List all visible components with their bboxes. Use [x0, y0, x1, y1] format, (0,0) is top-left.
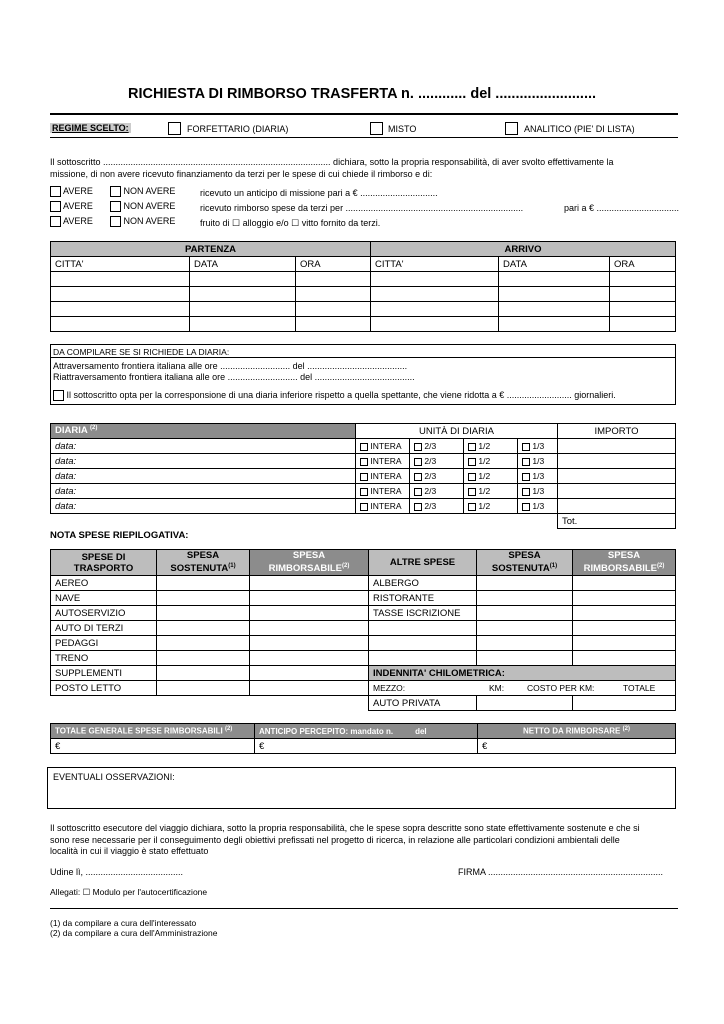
- importo-cell[interactable]: [558, 454, 676, 469]
- cell[interactable]: [250, 591, 369, 606]
- cell[interactable]: [51, 302, 190, 317]
- spesa-label: TASSE ISCRIZIONE: [369, 606, 477, 621]
- cell[interactable]: [573, 621, 676, 636]
- checkbox-forfettario[interactable]: [168, 122, 181, 135]
- fraction-label: 1/3: [532, 471, 545, 481]
- netto-label: NETTO DA RIMBORSARE: [523, 726, 621, 736]
- cell[interactable]: [477, 651, 573, 666]
- opt-analitico: ANALITICO (PIE' DI LISTA): [524, 124, 635, 134]
- non-avere-label: NON AVERE: [123, 201, 176, 211]
- cell[interactable]: [51, 317, 190, 332]
- diaria-row: [51, 454, 676, 469]
- osservazioni-box[interactable]: [47, 767, 676, 809]
- cell[interactable]: [371, 302, 499, 317]
- totale-generale-label: TOTALE GENERALE SPESE RIMBORSABILI: [55, 726, 223, 736]
- cell[interactable]: [477, 621, 573, 636]
- cell[interactable]: [610, 272, 676, 287]
- cell[interactable]: [157, 576, 250, 591]
- anticipo-label: ANTICIPO PERCEPITO: mandato n.: [259, 726, 394, 736]
- cell[interactable]: [296, 302, 371, 317]
- firma-line[interactable]: FIRMA ......................................................................: [458, 867, 664, 877]
- cell[interactable]: [250, 666, 369, 681]
- importo-cell[interactable]: [558, 439, 676, 454]
- importo-header: IMPORTO: [558, 424, 676, 439]
- non-avere-label: NON AVERE: [123, 216, 176, 226]
- data-label: data:: [51, 469, 356, 484]
- spesa-label: AUTOSERVIZIO: [51, 606, 157, 621]
- opt-forfettario: FORFETTARIO (DIARIA): [187, 124, 289, 134]
- spesa-label: AEREO: [51, 576, 157, 591]
- checkbox-intera[interactable]: [360, 473, 368, 481]
- footnote-2: (2) da compilare a cura dell'Amministrazione: [50, 928, 218, 938]
- checkbox-avere[interactable]: [50, 216, 61, 227]
- vitto-line: fruito di ☐ alloggio e/o ☐ vitto fornito da terzi.: [200, 218, 381, 228]
- cell[interactable]: [499, 272, 610, 287]
- sostenuta-header: SPESA SOSTENUTA: [491, 550, 550, 575]
- spesa-label: PEDAGGI: [51, 636, 157, 651]
- importo-cell[interactable]: [558, 499, 676, 514]
- cell[interactable]: [157, 606, 250, 621]
- sup: (1): [228, 563, 236, 570]
- footer-divider: [50, 908, 678, 909]
- cell[interactable]: [499, 317, 610, 332]
- regime-row: [50, 121, 678, 138]
- rimborsabile-header: SPESA RIMBORSABILE: [268, 550, 343, 575]
- checkbox-misto[interactable]: [370, 122, 383, 135]
- partenza-header: PARTENZA: [51, 242, 371, 257]
- cell[interactable]: [157, 621, 250, 636]
- spesa-label: RISTORANTE: [369, 591, 477, 606]
- checkbox-avere[interactable]: [50, 186, 61, 197]
- sup: (2): [342, 563, 350, 570]
- intera-label: INTERA: [370, 501, 402, 511]
- declaration-3: località in cui il viaggio è stato effettuato: [50, 846, 209, 856]
- col-ora: ORA: [610, 257, 676, 272]
- totale-label: TOTALE: [623, 683, 656, 693]
- indennita-header: INDENNITA' CHILOMETRICA:: [369, 666, 676, 681]
- checkbox-2-3[interactable]: [414, 443, 422, 451]
- mezzo-label: MEZZO:: [373, 683, 406, 693]
- divider: [50, 113, 678, 115]
- diaria-ridotta-text: Il sottoscritto opta per la corresponsione di una diaria inferiore rispetto a quella spettante, che viene ridotta a € .......................... giornalieri.: [66, 390, 616, 400]
- cell[interactable]: [477, 636, 573, 651]
- opt-misto: MISTO: [388, 124, 417, 134]
- cell[interactable]: [610, 317, 676, 332]
- checkbox-analitico[interactable]: [505, 122, 518, 135]
- regime-label: REGIME SCELTO:: [52, 123, 129, 133]
- anticipo-del: del: [415, 726, 427, 736]
- intera-label: INTERA: [370, 486, 402, 496]
- data-label: data:: [51, 454, 356, 469]
- checkbox-intera[interactable]: [360, 488, 368, 496]
- data-label: data:: [51, 439, 356, 454]
- col-data: DATA: [499, 257, 610, 272]
- checkbox-intera[interactable]: [360, 458, 368, 466]
- spesa-label: ALBERGO: [369, 576, 477, 591]
- checkbox-intera[interactable]: [360, 503, 368, 511]
- avere-label: AVERE: [63, 216, 93, 226]
- col-ora: ORA: [296, 257, 371, 272]
- rimborsabile-header: SPESA RIMBORSABILE: [583, 550, 658, 575]
- arrivo-header: ARRIVO: [371, 242, 676, 257]
- rimborso-terzi-line: ricevuto rimborso spese da terzi per .......................................................................: [200, 203, 524, 213]
- cell[interactable]: [573, 576, 676, 591]
- cell[interactable]: [610, 287, 676, 302]
- anticipo-input[interactable]: €: [255, 739, 478, 754]
- checkbox-intera[interactable]: [360, 443, 368, 451]
- data-label: data:: [51, 499, 356, 514]
- checkbox-2-3[interactable]: [414, 503, 422, 511]
- cell[interactable]: [250, 651, 369, 666]
- declaration-1: Il sottoscritto esecutore del viaggio dichiara, sotto la propria responsabilità, che le spese sopra descritte sono state effettivamente sostenute e che si: [50, 823, 640, 833]
- checkbox-1-2[interactable]: [468, 458, 476, 466]
- cell[interactable]: [371, 272, 499, 287]
- cell[interactable]: [190, 272, 296, 287]
- avere-label: AVERE: [63, 186, 93, 196]
- sup: (2): [657, 563, 665, 570]
- diaria-total: Tot.: [558, 514, 676, 529]
- footnote-1: (1) da compilare a cura dell'interessato: [50, 918, 197, 928]
- sostenuta-header: SPESA SOSTENUTA: [170, 550, 229, 575]
- checkbox-diaria-ridotta[interactable]: [53, 390, 64, 401]
- spesa-label: POSTO LETTO: [51, 681, 157, 696]
- checkbox-2-3[interactable]: [414, 458, 422, 466]
- cell[interactable]: [477, 576, 573, 591]
- intera-label: INTERA: [370, 441, 402, 451]
- cell[interactable]: [371, 317, 499, 332]
- cell[interactable]: [573, 606, 676, 621]
- cell[interactable]: [51, 272, 190, 287]
- fraction-label: 1/2: [478, 501, 491, 511]
- fraction-label: 1/3: [532, 501, 545, 511]
- intro-line-2: missione, di non avere ricevuto finanziamento da terzi per le spese di cui chiede il rimborso e di:: [50, 169, 433, 179]
- spesa-label: NAVE: [51, 591, 157, 606]
- cell[interactable]: [250, 681, 369, 696]
- sup: (1): [549, 563, 558, 570]
- cell[interactable]: [477, 696, 573, 711]
- checkbox-2-3[interactable]: [414, 473, 422, 481]
- diaria-row: [51, 499, 676, 514]
- cell[interactable]: [250, 636, 369, 651]
- cell[interactable]: [369, 651, 477, 666]
- diaria-sup: (2): [90, 425, 98, 432]
- checkbox-1-3[interactable]: [522, 458, 530, 466]
- fraction-label: 1/2: [478, 441, 491, 451]
- rimborso-terzi-amount: pari a € .................................: [564, 203, 680, 213]
- cell[interactable]: [157, 681, 250, 696]
- cell[interactable]: [477, 591, 573, 606]
- cell[interactable]: [499, 302, 610, 317]
- col-citta: CITTA': [51, 257, 190, 272]
- declaration-2: sono rese necessarie per il conseguimento degli obiettivi prefissati nel progetto di ricerca, in relazione alle particolari condizioni ambientali delle: [50, 835, 620, 845]
- fraction-label: 2/3: [424, 486, 437, 496]
- cell[interactable]: [296, 317, 371, 332]
- form-title: RICHIESTA DI RIMBORSO TRASFERTA n. ............ del .........................: [127, 86, 597, 102]
- col-data: DATA: [190, 257, 296, 272]
- cell[interactable]: [190, 317, 296, 332]
- cell[interactable]: [573, 636, 676, 651]
- spese-table: [50, 549, 676, 711]
- checkbox-2-3[interactable]: [414, 488, 422, 496]
- cell[interactable]: [610, 302, 676, 317]
- fraction-label: 2/3: [424, 441, 437, 451]
- checkbox-1-2[interactable]: [468, 473, 476, 481]
- checkbox-non-avere[interactable]: [110, 216, 121, 227]
- checkbox-1-3[interactable]: [522, 488, 530, 496]
- fraction-label: 1/3: [532, 456, 545, 466]
- cell[interactable]: [190, 302, 296, 317]
- checkbox-non-avere[interactable]: [110, 186, 121, 197]
- checkbox-avere[interactable]: [50, 201, 61, 212]
- altre-header: ALTRE SPESE: [369, 550, 477, 576]
- nota-heading: NOTA SPESE RIEPILOGATIVA:: [50, 530, 189, 541]
- diaria-row: [51, 484, 676, 499]
- cell[interactable]: [573, 651, 676, 666]
- checkbox-1-3[interactable]: [522, 443, 530, 451]
- fraction-label: 1/2: [478, 486, 491, 496]
- intera-label: INTERA: [370, 471, 402, 481]
- fraction-label: 2/3: [424, 456, 437, 466]
- cell[interactable]: [296, 287, 371, 302]
- udine-line[interactable]: Udine lì, .......................................: [50, 867, 184, 877]
- spesa-label: AUTO DI TERZI: [51, 621, 157, 636]
- cell[interactable]: [371, 287, 499, 302]
- col-citta: CITTA': [371, 257, 499, 272]
- cell[interactable]: [477, 606, 573, 621]
- cell[interactable]: [369, 621, 477, 636]
- diaria-table: [50, 423, 676, 529]
- totals-table: TOTALE GENERALE SPESE RIMBORSABILI $^{(2)}$ ANTICIPO PERCEPITO: mandato n. del NETTO DA RIMBORSARE $^{(2)}$ € € €: [50, 723, 676, 754]
- frontiera-line-1: Attraversamento frontiera italiana alle ore ............................ del ........................................: [53, 361, 408, 371]
- checkbox-1-3[interactable]: [522, 503, 530, 511]
- osservazioni-label: EVENTUALI OSSERVAZIONI:: [53, 772, 175, 782]
- unita-header: UNITÀ DI DIARIA: [356, 424, 558, 439]
- costo-km-label: COSTO PER KM:: [527, 683, 595, 693]
- non-avere-label: NON AVERE: [123, 186, 176, 196]
- trasporto-header: SPESE DI TRASPORTO: [51, 550, 157, 576]
- anticipo-line: ricevuto un anticipo di missione pari a € ...............................: [200, 188, 438, 198]
- frontiera-line-2: Riattraversamento frontiera italiana alle ore ............................ del ........................................: [53, 372, 415, 382]
- netto-input[interactable]: €: [478, 739, 676, 754]
- checkbox-1-2[interactable]: [468, 443, 476, 451]
- diaria-request-box: [50, 344, 676, 405]
- cell[interactable]: [499, 287, 610, 302]
- totale-input[interactable]: €: [51, 739, 255, 754]
- cell[interactable]: [250, 606, 369, 621]
- fraction-label: 2/3: [424, 501, 437, 511]
- importo-cell[interactable]: [558, 469, 676, 484]
- fraction-label: 1/2: [478, 456, 491, 466]
- cell[interactable]: [157, 636, 250, 651]
- cell[interactable]: [573, 591, 676, 606]
- diaria-label: DIARIA: [55, 425, 88, 437]
- avere-rows: [50, 186, 680, 236]
- importo-cell[interactable]: [558, 484, 676, 499]
- cell[interactable]: [157, 666, 250, 681]
- fraction-label: 1/3: [532, 486, 545, 496]
- auto-privata-label: AUTO PRIVATA: [369, 696, 477, 711]
- diaria-box-head: DA COMPILARE SE SI RICHIEDE LA DIARIA:: [53, 347, 230, 357]
- cell[interactable]: [51, 287, 190, 302]
- fraction-label: 1/2: [478, 471, 491, 481]
- diaria-row: [51, 439, 676, 454]
- cell[interactable]: [296, 272, 371, 287]
- spesa-label: TRENO: [51, 651, 157, 666]
- cell[interactable]: [250, 621, 369, 636]
- checkbox-1-2[interactable]: [468, 488, 476, 496]
- checkbox-1-2[interactable]: [468, 503, 476, 511]
- spesa-label: SUPPLEMENTI: [51, 666, 157, 681]
- cell[interactable]: [157, 591, 250, 606]
- intera-label: INTERA: [370, 456, 402, 466]
- diaria-row: [51, 469, 676, 484]
- travel-table: [50, 241, 676, 332]
- cell[interactable]: [250, 576, 369, 591]
- allegati-line: Allegati: ☐ Modulo per l'autocertificazione: [50, 887, 208, 897]
- cell[interactable]: [369, 636, 477, 651]
- checkbox-non-avere[interactable]: [110, 201, 121, 212]
- data-label: data:: [51, 484, 356, 499]
- fraction-label: 1/3: [532, 441, 545, 451]
- cell[interactable]: [157, 651, 250, 666]
- intro-line-1: Il sottoscritto ........................................................................................... dichiara, sotto la propria responsabilità, di aver svolto effettivamente la: [50, 157, 614, 167]
- km-label: KM:: [489, 683, 505, 693]
- fraction-label: 2/3: [424, 471, 437, 481]
- cell[interactable]: [190, 287, 296, 302]
- checkbox-1-3[interactable]: [522, 473, 530, 481]
- avere-label: AVERE: [63, 201, 93, 211]
- cell[interactable]: [573, 696, 676, 711]
